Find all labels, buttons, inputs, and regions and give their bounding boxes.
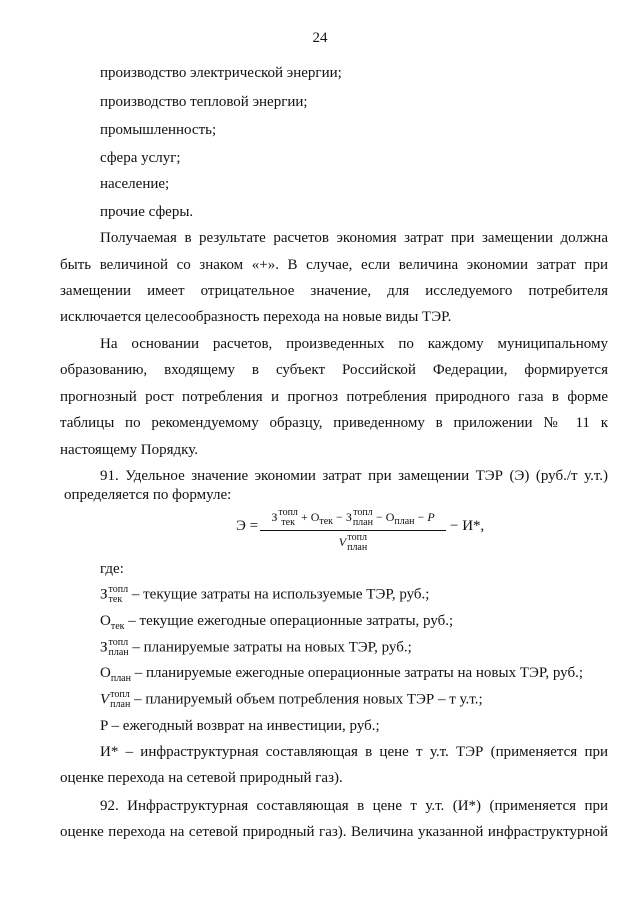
list-item: промышленность;	[100, 122, 217, 138]
definition-line: З топл план – планируемые затраты на новых ТЭР, руб.;	[100, 637, 412, 658]
definition-line: P – ежегодный возврат на инвестиции, руб.;	[100, 718, 380, 734]
paragraph-line: 92. Инфраструктурная составляющая в цене т у.т. (И*) (применяется при	[100, 798, 608, 814]
paragraph-line: Получаемая в результате расчетов экономия затрат при замещении должна	[100, 230, 608, 246]
paragraph-line: таблицы по рекомендуемому образцу, приведенному в приложении № 11 к	[60, 415, 608, 431]
formula-rhs: − И*,	[450, 518, 485, 534]
list-item: сфера услуг;	[100, 150, 181, 166]
formula-numerator: З топл тек + $О_{тек} - З$ топл план − $О_{план} - P$	[271, 507, 435, 528]
paragraph-line: 91. Удельное значение экономии затрат при замещении ТЭР (Э) (руб./т у.т.)	[100, 468, 608, 484]
where-label: где:	[100, 561, 124, 577]
paragraph-line: исключается целесообразность перехода на новые виды ТЭР.	[60, 309, 452, 325]
formula-fraction	[260, 508, 446, 553]
definition-line: V топл план – планируемый объем потребления новых ТЭР – т у.т.;	[100, 689, 483, 710]
paragraph-line: оценке перехода на сетевой природный газ). Величина указанной инфраструктурной	[60, 824, 608, 840]
paragraph-line: На основании расчетов, произведенных по каждому муниципальному	[100, 336, 608, 352]
definition-line: З топл тек – текущие затраты на используемые ТЭР, руб.;	[100, 584, 430, 605]
formula	[236, 507, 485, 553]
list-item: производство тепловой энергии;	[100, 94, 308, 110]
paragraph-line: оценке перехода на сетевой природный газ).	[60, 770, 343, 786]
paragraph-line: настоящему Порядку.	[60, 442, 198, 458]
definition-line: $О_{план}$ – планируемые ежегодные операционные затраты на новых ТЭР, руб.;	[100, 665, 584, 684]
list-item: производство электрической энергии;	[100, 65, 342, 81]
formula-lhs: Э =	[236, 518, 259, 534]
paragraph-line: быть величиной со знаком «+». В случае, если величина экономии затрат при	[60, 257, 608, 273]
paragraph-line: И* – инфраструктурная составляющая в цене т у.т. ТЭР (применяется при	[100, 744, 608, 760]
list-item: население;	[100, 176, 170, 192]
paragraph-line: прогнозный рост потребления и прогноз потребления природного газа в форме	[60, 389, 608, 405]
fraction-bar	[260, 530, 446, 531]
list-item: прочие сферы.	[100, 204, 194, 220]
paragraph-line: замещении имеет отрицательное значение, для исследуемого потребителя	[60, 283, 608, 299]
paragraph-line: образованию, входящему в субъект Российской Федерации, формируется	[60, 362, 608, 378]
formula-denominator: V топл план	[338, 532, 368, 553]
definition-line: $О_{тек}$ – текущие ежегодные операционные затраты, руб.;	[100, 613, 454, 632]
page-number: 24	[312, 30, 328, 46]
paragraph-line: определяется по формуле:	[64, 487, 232, 503]
